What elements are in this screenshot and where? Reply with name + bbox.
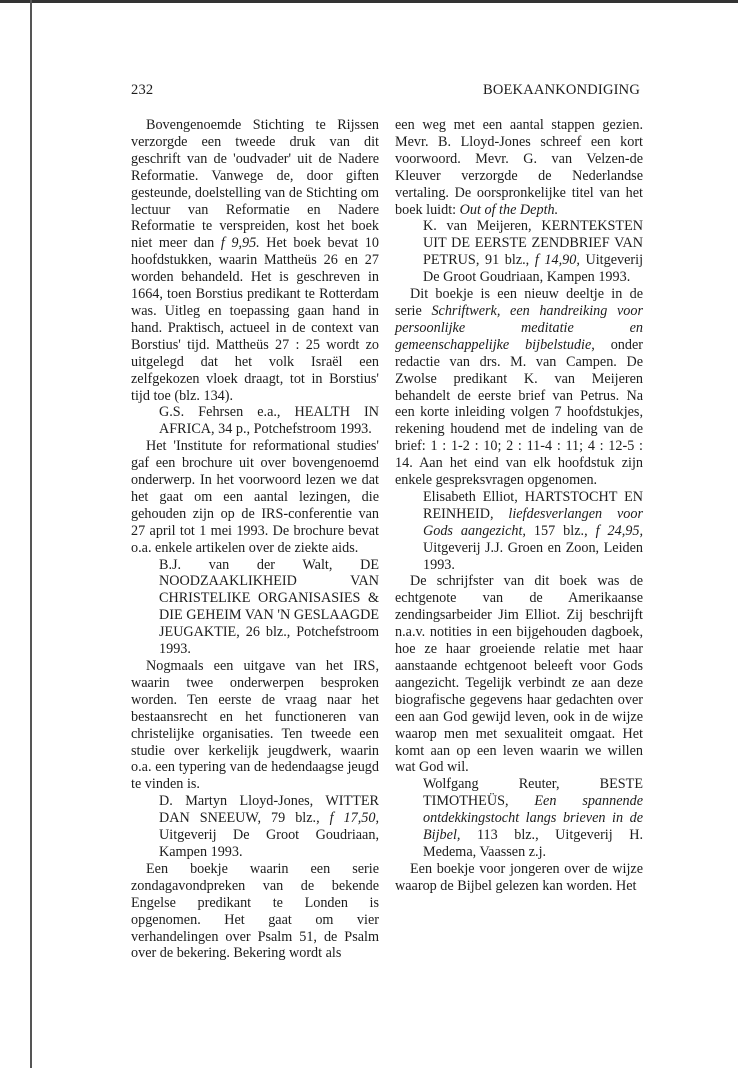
subtitle: liefdesverlangen voor Gods aangezicht, [423,505,643,539]
review-paragraph: Nogmaals een uitgave van het IRS, waarin twee onderwerpen besproken worden. Ten eerste de vraag naar het bestaansrecht en het functioneren van christelijke organisaties. Ten tweede een studie over kerkelijk jeugdwerk, waarin o.a. een typering van de hedendaagse jeugd te vinden is. [131,658,379,793]
price: f 9,95. [220,235,260,252]
book-title: Out of the Depth. [459,201,559,218]
running-head [131,82,640,99]
book-entry-witter-dan-sneeuw: D. Martyn Lloyd-Jones, WITTER DAN SNEEUW, 79 blz., f 17,50, Uitgeverij De Groot Goudriaan, Kampen 1993. [159,793,379,860]
review-paragraph: De schrijfster van dit boek was de echtgenote van de Amerikaanse zendingsarbeider Jim Elliot. Zij beschrijft n.a.v. notities in een bijgehouden dagboek, hoe ze haar groeiende relatie met haar aanstaande echtgenoot beleeft voor Gods aangezicht. Tegelijk verbindt ze aan deze biografische gegevens haar gedachten over een aan God gewijd leven, ook in de wijze waarop men met sexualiteit omgaat. Het komt aan op een leven waarin we willen wat God wil. [395,573,643,776]
book-entry-health-in-africa: G.S. Fehrsen e.a., HEALTH IN AFRICA, 34 p., Potchefstroom 1993. [159,404,379,438]
review-paragraph: Bovengenoemde Stichting te Rijssen verzorgde een tweede druk van dit geschrift van de 'oudvader' uit de Nadere Reformatie. Vanwege de, door giften gesteunde, doelstelling van de Stichting om lectuur van Reformatie en Nadere Reformatie te verspreiden, kost het boek niet meer dan f 9,95. Het boek bevat 10 hoofdstukken, waarin Mattheüs 26 en 27 worden behandeld. Het is geschreven in 1664, toen Borstius predikant te Rotterdam was. Uitleg en toepassing gaan hand in hand. Praktisch, actueel in de context van Borstius' tijd. Mattheüs 27 : 25 wordt zo uitgelegd dat het volk Israël een zelfgekozen vloek draagt, tot in Borstius' tijd toe (blz. 134). [131,117,379,404]
book-entry-noodzaaklikheid: B.J. van der Walt, DE NOODZAAKLIKHEID VAN CHRISTELIKE ORGANISASIES & DIE GEHEIM VAN 'N GESLAAGDE JEUGAKTIE, 26 blz., Potchefstroom 1993. [159,556,379,658]
price: f 17,50, [329,810,379,827]
book-entry-hartstocht-en-reinheid: Elisabeth Elliot, HARTSTOCHT EN REINHEID, liefdesverlangen voor Gods aangezicht, 157 blz., f 24,95, Uitgeverij J.J. Groen en Zoon, Leiden 1993. [423,488,643,573]
page-number: 232 [131,82,154,98]
price: f 24,95, [595,522,643,539]
page-top-edge [0,0,738,3]
right-column [395,117,643,895]
review-paragraph: een weg met een aantal stappen gezien. Mevr. B. Lloyd-Jones schreef een kort voorwoord. Mevr. G. van Velzen-de Kleuver verzorgde de Nederlandse vertaling. De oorspronkelijke titel van het boek luidt: Out of the Depth. [395,117,643,218]
review-paragraph: Dit boekje is een nieuw deeltje in de serie Schriftwerk, een handreiking voor persoonlijke meditatie en gemeenschappelijke bijbelstudie, onder redactie van drs. M. van Campen. De Zwolse predikant K. van Meijeren behandelt de eerste brief van Petrus. Na een korte inleiding volgen 7 hoofdstukjes, rekening houdend met de indeling van de brief: 1 : 1-2 : 10; 2 : 11-4 : 11; 4 : 12-5 : 14. Aan het eind van elk hoofdstuk zijn enkele gespreksvragen opgenomen. [395,286,644,489]
section-title: BOEKAANKONDIGING [482,82,640,98]
subtitle: Een spannende ontdekkingstocht langs brieven in de Bijbel, [423,793,643,844]
left-column [131,117,379,962]
review-paragraph: Een boekje waarin een serie zondagavondpreken van de bekende Engelse predikant te Londen is opgenomen. Het gaat om vier verhandelingen over Psalm 51, de Psalm over de bekering. Bekering wordt als [131,860,379,962]
series-title: Schriftwerk, een handreiking voor persoonlijke meditatie en gemeenschappelijke bijbelstudie, [395,302,644,353]
book-entry-kernteksten: K. van Meijeren, KERNTEKSTEN UIT DE EERSTE ZENDBRIEF VAN PETRUS, 91 blz., f 14,90, Uitgeverij De Groot Goudriaan, Kampen 1993. [423,218,644,286]
review-paragraph: Het 'Institute for reformational studies' gaf een brochure uit over bovengenoemd onderwerp. In het voorwoord lezen we dat het gaat om een aantal lezingen, die gehouden zijn op de IRS-conferentie van 27 april tot 1 mei 1993. De brochure bevat o.a. enkele artikelen over de ziekte aids. [131,438,379,556]
price: f 14,90, [534,252,580,269]
page-left-edge [30,0,32,1068]
book-entry-beste-timotheus: Wolfgang Reuter, BESTE TIMOTHEÜS, Een spannende ontdekkingstocht langs brieven in de Bijbel, 113 blz., Uitgeverij H. Medema, Vaassen z.j. [423,776,643,860]
review-paragraph: Een boekje voor jongeren over de wijze waarop de Bijbel gelezen kan worden. Het [395,860,643,894]
